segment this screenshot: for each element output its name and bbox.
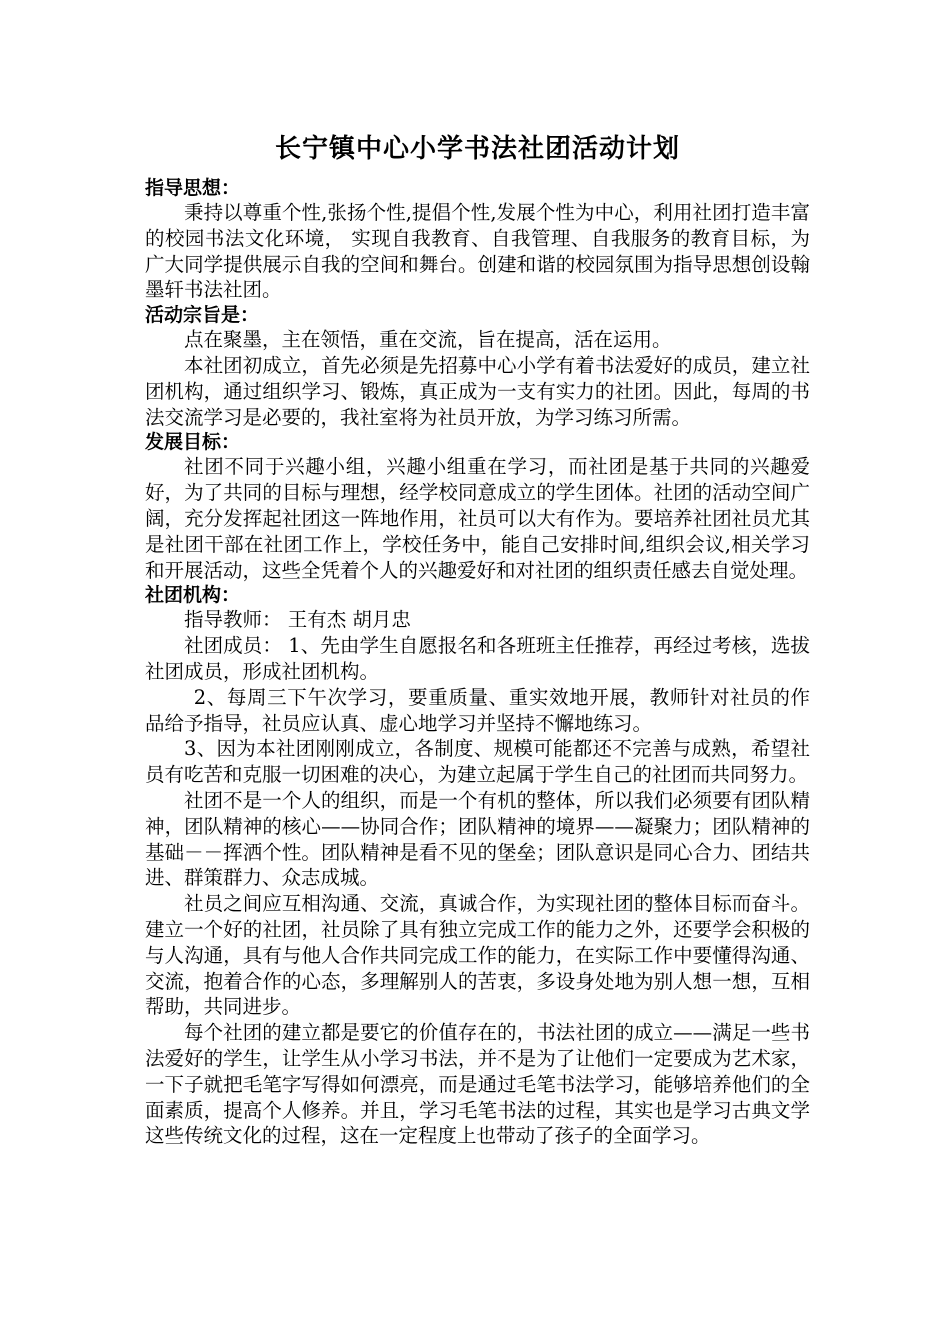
paragraph-purpose-detail: 本社团初成立，首先必须是先招募中心小学有着书法爱好的成员，建立社团机构，通过组织学习、锻炼，真正成为一支有实力的社团。因此，每周的书法交流学习是必要的，我社室将为社员开放，为学习练习所需。 — [145, 353, 810, 429]
document-title: 长宁镇中心小学书法社团活动计划 — [274, 134, 680, 164]
section-heading-purpose: 活动宗旨是： — [145, 304, 260, 327]
paragraph-members-item-1: 社团成员： 1、先由学生自愿报名和各班班主任推荐，再经过考核，选拔社团成员，形成社团机构。 — [145, 634, 810, 683]
section-heading-organization: 社团机构： — [145, 584, 241, 607]
paragraph-members-item-3: 3、因为本社团刚刚成立，各制度、规模可能都还不完善与成熟，希望社员有吃苦和克服一切困难的决心，为建立起属于学生自己的社团而共同努力。 — [145, 737, 810, 787]
document-page — [145, 128, 810, 1149]
paragraph-purpose-motto: 点在聚墨，主在领悟，重在交流，旨在提高，活在运用。 — [184, 328, 672, 352]
paragraph-instructors: 指导教师： 王有杰 胡月忠 — [184, 608, 411, 632]
paragraph-goals: 社团不同于兴趣小组，兴趣小组重在学习，而社团是基于共同的兴趣爱好，为了共同的目标与理想，经学校同意成立的学生团体。社团的活动空间广阔，充分发挥起社团这一阵地作用，社员可以大有作为。要培养社团社员尤其是社团干部在社团工作上，学校任务中，能自己安排时间,组织会议,相关学习和开展活动，这些全凭着个人的兴趣爱好和对社团的组织责任感去自觉处理。 — [145, 455, 810, 582]
paragraph-guiding-thought: 秉持以尊重个性,张扬个性,提倡个性,发展个性为中心，利用社团打造丰富的校园书法文化环境， 实现自我教育、自我管理、自我服务的教育目标，为广大同学提供展示自我的空间和舞台。创建和谐的校园氛围为指导思想创设翰墨轩书法社团。 — [145, 201, 810, 302]
paragraph-members-item-2: 2、每周三下午次学习，要重质量、重实效地开展，教师针对社员的作品给予指导，社员应认真、虚心地学习并坚持不懈地练习。 — [145, 685, 810, 735]
section-heading-guiding-thought: 指导思想： — [145, 177, 241, 199]
section-heading-goals: 发展目标： — [145, 431, 241, 454]
paragraph-communication: 社员之间应互相沟通、交流，真诚合作，为实现社团的整体目标而奋斗。建立一个好的社团，社员除了具有独立完成工作的能力之外，还要学会积极的与人沟通，具有与他人合作共同完成工作的能力，在实际工作中要懂得沟通、交流，抱着合作的心态，多理解别人的苦衷，多设身处地为别人想一想，互相帮助，共同进步。 — [145, 892, 810, 1019]
paragraph-team-spirit: 社团不是一个人的组织，而是一个有机的整体，所以我们必须要有团队精神，团队精神的核心——协同合作；团队精神的境界——凝聚力；团队精神的基础－－挥洒个性。团队精神是看不见的堡垒；团队意识是同心合力、团结共进、群策群力、众志成城。 — [145, 788, 810, 890]
paragraph-club-value: 每个社团的建立都是要它的价值存在的，书法社团的成立——满足一些书法爱好的学生，让学生从小学习书法，并不是为了让他们一定要成为艺术家，一下子就把毛笔字写得如何漂亮，而是通过毛笔书法学习，能够培养他们的全面素质，提高个人修养。并且，学习毛笔书法的过程，其实也是学习古典文学这些传统文化的过程，这在一定程度上也带动了孩子的全面学习。 — [145, 1021, 810, 1148]
